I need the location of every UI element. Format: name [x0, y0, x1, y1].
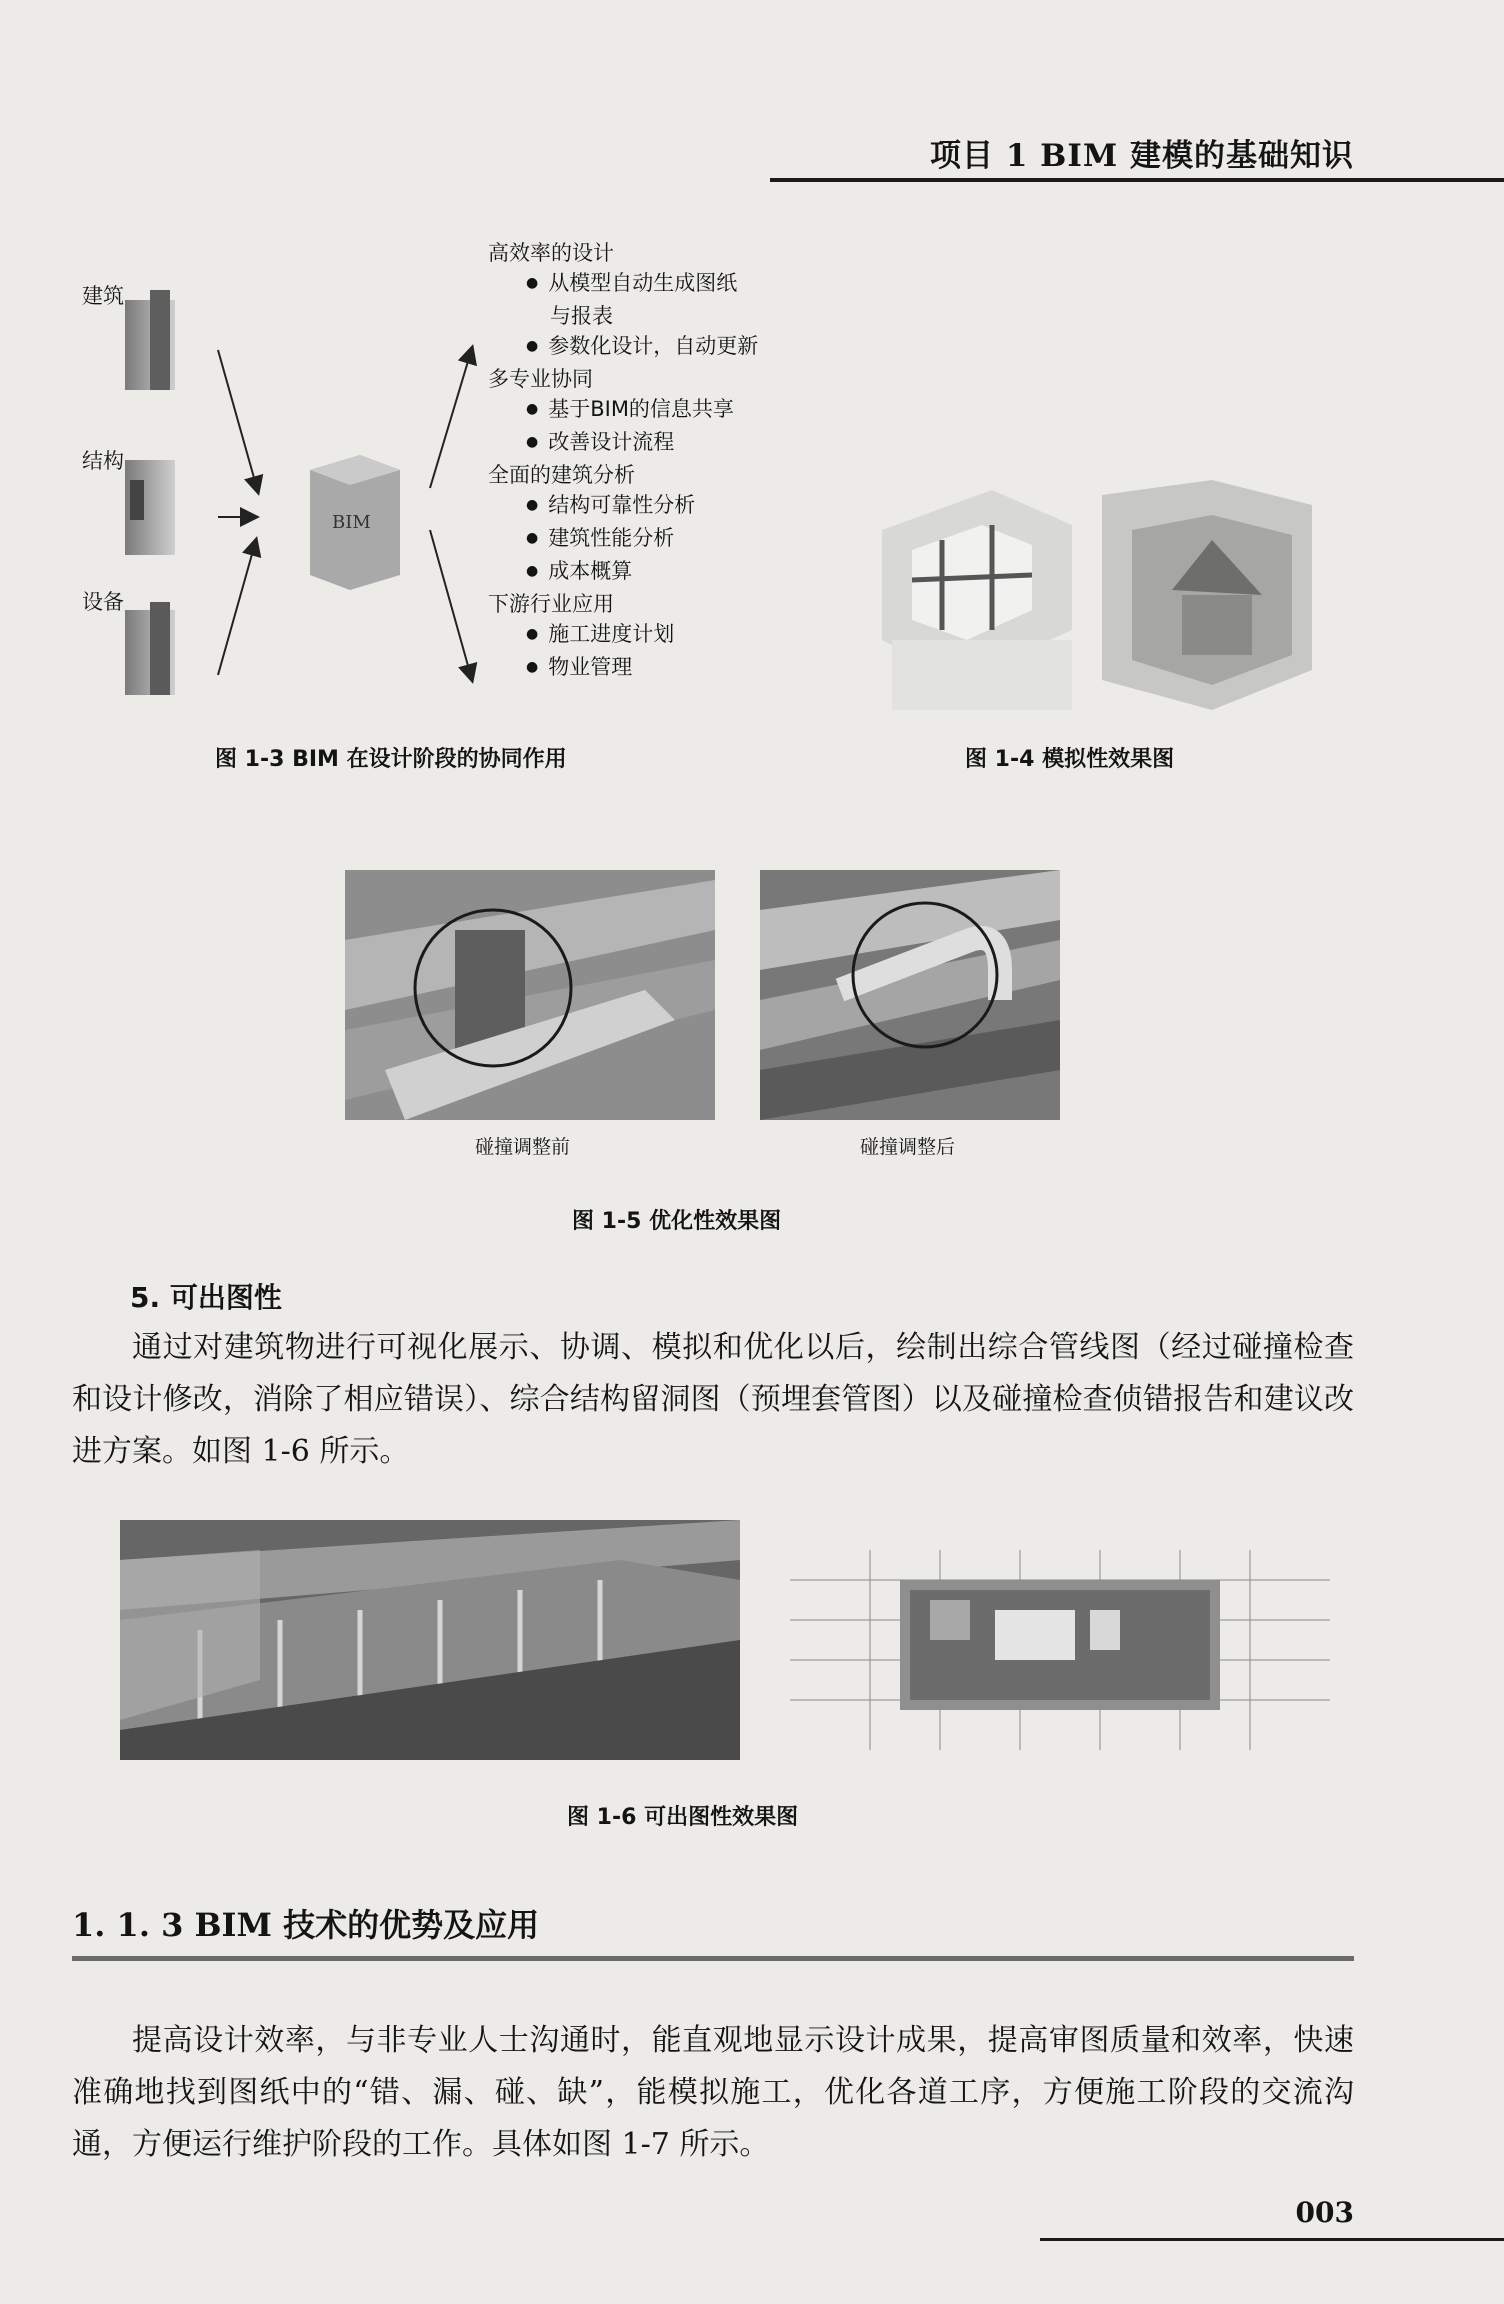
section-1-1-3-paragraph: 提高设计效率，与非专业人士沟通时，能直观地显示设计成果，提高审图质量和效率，快速准确地找到图纸中的“错、漏、碰、缺”，能模拟施工，优化各道工序，方便施工阶段的交流沟通，方便运行维护阶段的工作。具体如图 1-7 所示。 [72, 2023, 1354, 2162]
footer-rule [1040, 2238, 1504, 2241]
building-equipment-icon [125, 602, 175, 695]
collision-after-label: 碰撞调整后 [860, 1136, 956, 1158]
figure-1-4 [872, 470, 1332, 720]
section-5-paragraph: 通过对建筑物进行可视化展示、协调、模拟和优化以后，绘制出综合管线图（经过碰撞检查和设计修改，消除了相应错误）、综合结构留洞图（预埋套管图）以及碰撞检查侦错报告和建议改进方案。如图 1-6 所示。 [72, 1330, 1354, 1469]
figure-1-3 [70, 230, 810, 710]
collision-before-label: 碰撞调整前 [475, 1136, 571, 1158]
fig13-list-item: ● 基于BIM的信息共享 [488, 394, 758, 427]
fig15-caption: 图 1-5 优化性效果图 [572, 1209, 782, 1234]
section-1-1-3-heading: 1. 1. 3 BIM 技术的优势及应用 [72, 1906, 540, 1944]
page-number: 003 [1295, 2196, 1354, 2229]
fig13-list-heading: 高效率的设计 [488, 241, 614, 265]
floor-plan-model [882, 490, 1072, 710]
fig14-caption: 图 1-4 模拟性效果图 [965, 747, 1175, 772]
fig13-list-item: ● 施工进度计划 [488, 619, 758, 652]
simulation-render-image [872, 470, 1332, 720]
bim-label: BIM [332, 512, 371, 533]
fig16-caption: 图 1-6 可出图性效果图 [567, 1805, 799, 1830]
fig13-label-architecture: 建筑 [82, 284, 124, 308]
section-heading-rule [72, 1956, 1354, 1961]
fig13-list-item: ● 成本概算 [488, 556, 758, 589]
fig13-label-equipment: 设备 [82, 590, 124, 614]
collision-after-image [760, 870, 1060, 1120]
building-structure-icon [125, 460, 175, 555]
floor-plan-drawing-image [780, 1540, 1340, 1760]
fig13-list-item: ● 改善设计流程 [488, 427, 758, 460]
section-5-heading: 5. 可出图性 [130, 1281, 282, 1314]
fig13-list-item: ● 物业管理 [488, 652, 758, 685]
fig13-list-item: ● 从模型自动生成图纸 [488, 268, 758, 301]
room-render [1102, 480, 1312, 710]
fig13-label-structure: 结构 [82, 449, 124, 473]
fig13-list-item: 与报表 [550, 304, 613, 328]
fig13-benefit-list [488, 238, 758, 685]
fig13-list-heading: 全面的建筑分析 [488, 463, 635, 487]
running-header: 项目 1 BIM 建模的基础知识 [930, 138, 1354, 174]
building-architecture-icon [125, 290, 175, 390]
fig13-list-item: ● 结构可靠性分析 [488, 490, 758, 523]
fig13-list-heading: 多专业协同 [488, 367, 593, 391]
fig13-list-item: ● 建筑性能分析 [488, 523, 758, 556]
fig13-list-item: ● 参数化设计，自动更新 [488, 331, 758, 364]
collision-before-image [345, 870, 715, 1120]
fig13-diagram [70, 230, 490, 710]
fig13-caption: 图 1-3 BIM 在设计阶段的协同作用 [215, 747, 567, 772]
structural-3d-image [120, 1520, 740, 1760]
header-rule [770, 178, 1504, 182]
fig13-list-heading: 下游行业应用 [488, 592, 614, 616]
